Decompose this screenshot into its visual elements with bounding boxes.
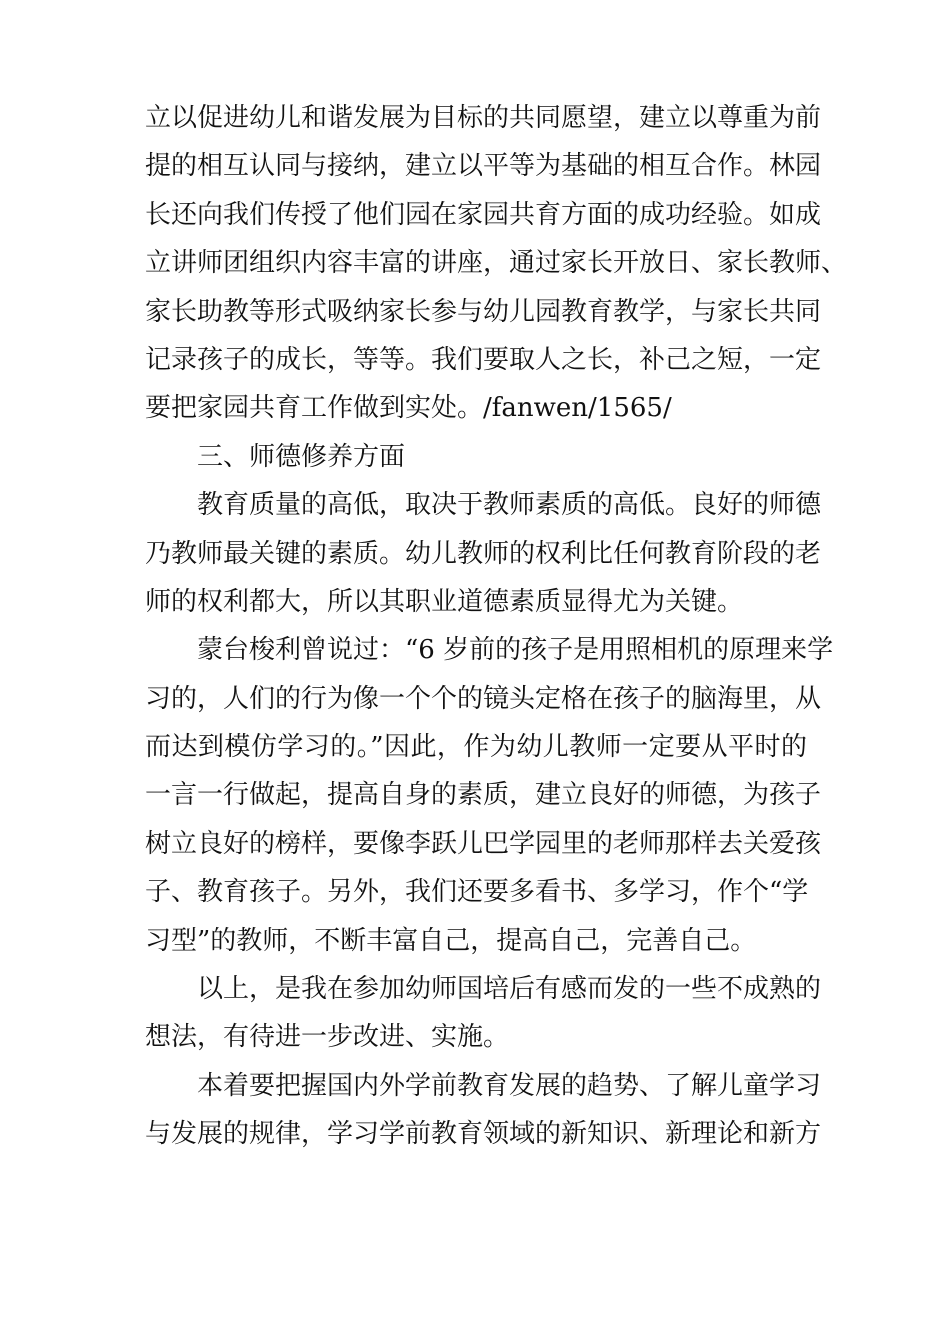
section-heading <box>145 433 807 481</box>
paragraph <box>145 965 822 1062</box>
text-line: 师的权利都大，所以其职业道德素质显得尤为关键。 <box>145 586 744 617</box>
text-line: 长还向我们传授了他们园在家园共育方面的成功经验。如成 <box>145 199 822 230</box>
text-line: 而达到模仿学习的。”因此，作为幼儿教师一定要从平时的 <box>145 732 807 763</box>
text-line: 蒙台梭利曾说过：“6 岁前的孩子是用照相机的原理来学 <box>197 635 834 666</box>
text-line: 教育质量的高低，取决于教师素质的高低。良好的师德 <box>197 490 822 521</box>
text-line: 与发展的规律，学习学前教育领域的新知识、新理论和新方 <box>145 1119 822 1150</box>
text-line: 子、教育孩子。另外，我们还要多看书、多学习，作个“学 <box>145 877 809 908</box>
paragraph <box>145 94 848 433</box>
text-line: 提的相互认同与接纳，建立以平等为基础的相互合作。林园 <box>145 151 822 182</box>
text-line: 立以促进幼儿和谐发展为目标的共同愿望，建立以尊重为前 <box>145 103 822 133</box>
text-line: 习型”的教师，不断丰富自己，提高自己，完善自己。 <box>145 925 757 956</box>
text-line: 本着要把握国内外学前教育发展的趋势、了解儿童学习 <box>197 1070 822 1101</box>
text-line: 要把家园共育工作做到实处。/fanwen/1565/ <box>145 393 672 424</box>
text-line: 立讲师团组织内容丰富的讲座，通过家长开放日、家长教师、 <box>145 248 848 279</box>
paragraph <box>145 481 822 626</box>
text-line: 以上，是我在参加幼师国培后有感而发的一些不成熟的 <box>197 974 822 1005</box>
heading-text: 三、师德修养方面 <box>197 441 406 472</box>
text-line: 一言一行做起，提高自身的素质，建立良好的师德，为孩子 <box>145 780 822 811</box>
text-line: 习的，人们的行为像一个个的镜头定格在孩子的脑海里，从 <box>145 683 822 714</box>
text-line: 想法，有待进一步改进、实施。 <box>145 1022 510 1053</box>
paragraph <box>145 1062 822 1159</box>
document-body <box>145 94 848 1159</box>
paragraph <box>145 626 834 965</box>
text-line: 树立良好的榜样，要像李跃儿巴学园里的老师那样去关爱孩 <box>145 828 822 859</box>
text-line: 乃教师最关键的素质。幼儿教师的权利比任何教育阶段的老 <box>145 538 822 569</box>
text-line: 记录孩子的成长，等等。我们要取人之长，补己之短，一定 <box>145 344 822 375</box>
text-line: 家长助教等形式吸纳家长参与幼儿园教育教学，与家长共同 <box>145 296 822 327</box>
